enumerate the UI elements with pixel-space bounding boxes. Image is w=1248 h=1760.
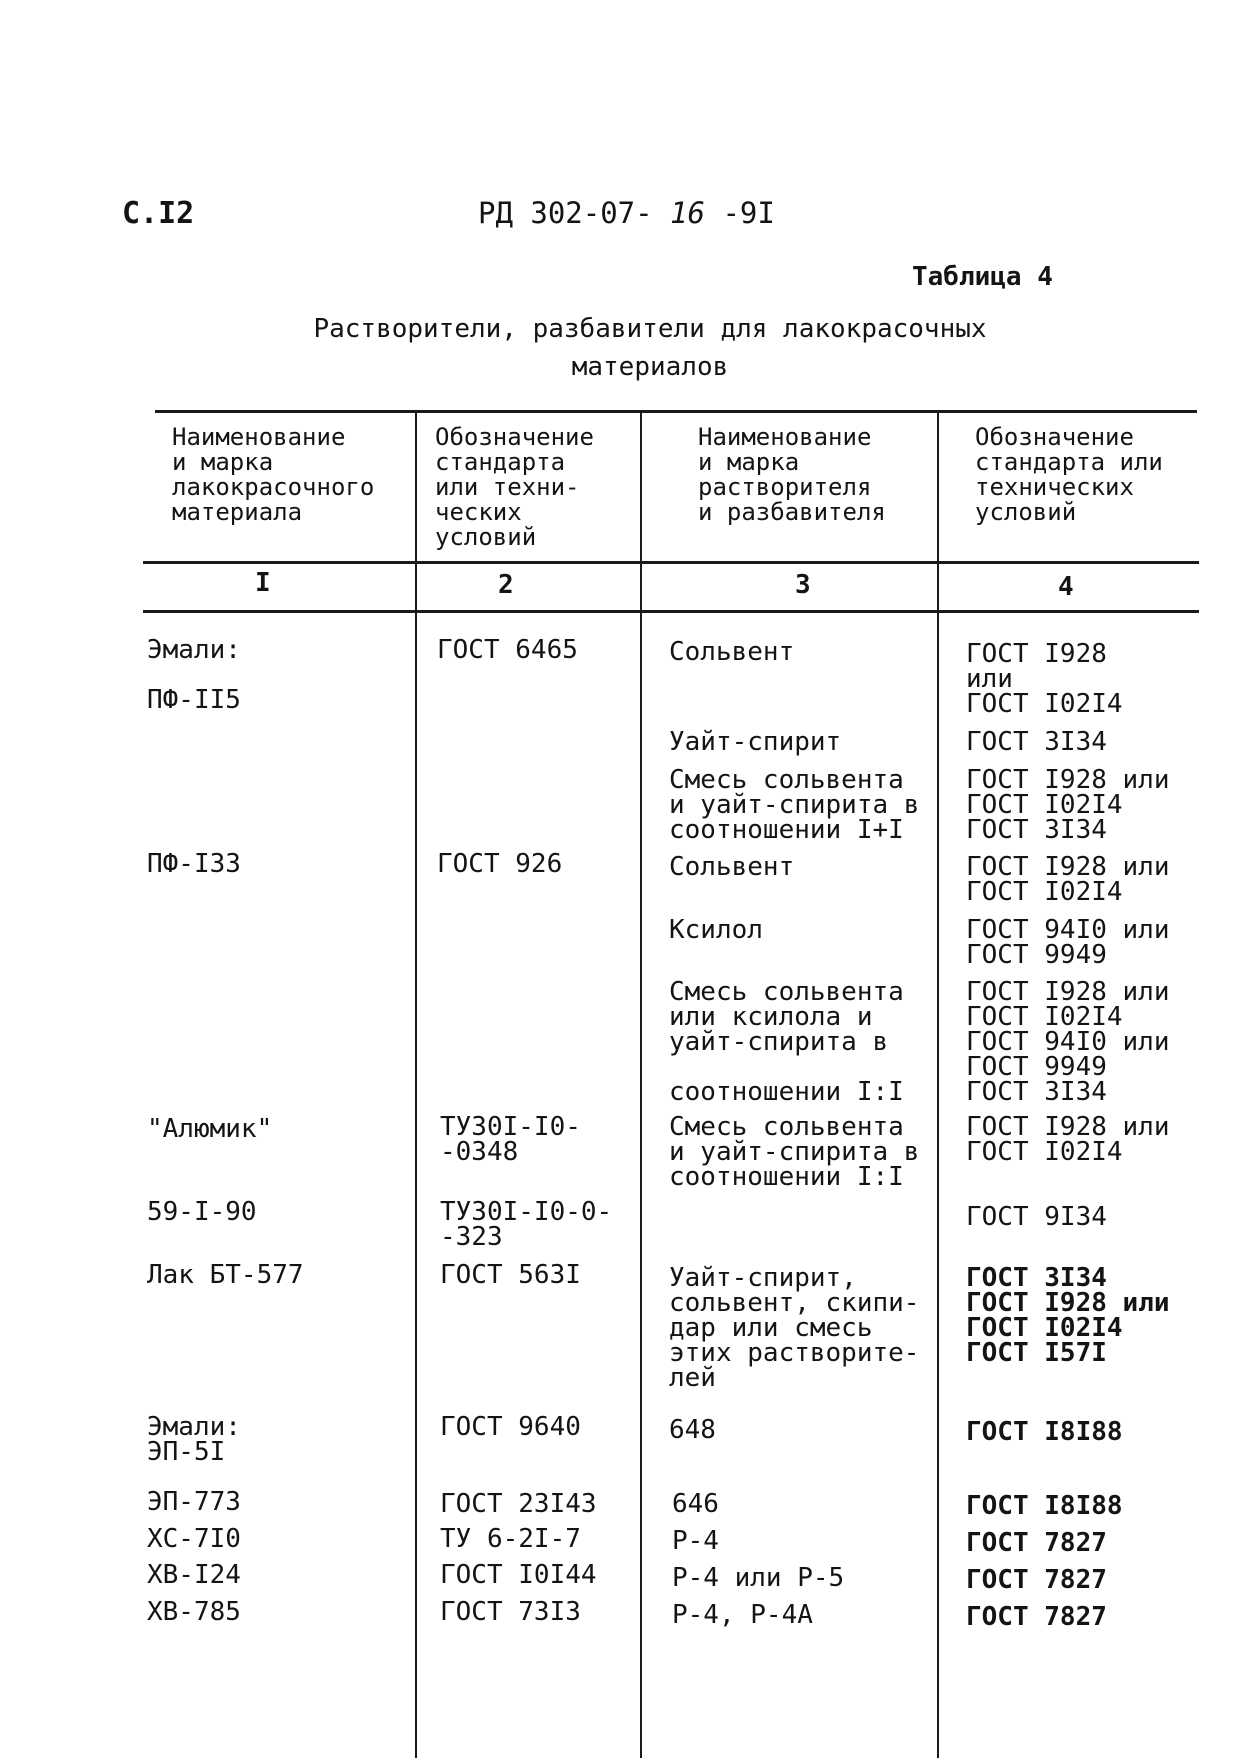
- table-row-cell-material: Лак БТ-577: [147, 1260, 304, 1290]
- column-number-1: I: [255, 568, 271, 598]
- table-row-cell-standard: ТУ30I-I0-0- -323: [440, 1197, 613, 1252]
- table-row-cell-solvent-standard: ГОСТ I928 или ГОСТ I02I4: [966, 1112, 1170, 1167]
- table-row-cell-standard: ГОСТ 73I3: [440, 1597, 581, 1627]
- document-code-prefix: РД 302-07-: [478, 196, 671, 230]
- table-row-cell-solvent: Уайт-спирит, сольвент, скипи- дар или смесь этих растворите- лей: [669, 1263, 920, 1393]
- table-row-cell-material: ЭП-773: [147, 1487, 241, 1517]
- table-row-cell-solvent-standard: ГОСТ I8I88: [966, 1417, 1123, 1447]
- table-row-cell-solvent-standard: ГОСТ 7827: [966, 1565, 1107, 1595]
- document-code-year: -9I: [704, 196, 775, 230]
- table-row-cell-solvent-standard: ГОСТ 7827: [966, 1528, 1107, 1558]
- table-row-cell-solvent-standard: ГОСТ I928 или ГОСТ I02I4 ГОСТ 94I0 или ГОСТ 9949 ГОСТ 3I34: [966, 977, 1170, 1107]
- table-row-cell-solvent: Смесь сольвента и уайт-спирита в соотношении I+I: [669, 765, 920, 845]
- table-row-cell-solvent: 646: [672, 1489, 719, 1519]
- table-row-cell-material: "Алюмик": [147, 1114, 273, 1144]
- table-row-cell-solvent-standard: ГОСТ I928 или ГОСТ I02I4: [966, 639, 1123, 719]
- header-bottom-rule: [143, 561, 1199, 564]
- page-number: C.I2: [122, 196, 195, 231]
- table-row-cell-solvent-standard: ГОСТ I928 или ГОСТ I02I4 ГОСТ 3I34: [966, 765, 1170, 845]
- table-row-cell-material: ХВ-I24: [147, 1560, 241, 1590]
- table-row-cell-standard: ГОСТ 563I: [440, 1260, 581, 1290]
- column-number-4: 4: [1058, 572, 1074, 602]
- table-row-cell-material: ПФ-II5: [147, 685, 241, 715]
- header-material-standard: Обозначение стандарта или техни- ческих условий: [435, 423, 594, 551]
- table-row-cell-solvent-standard: ГОСТ 3I34 ГОСТ I928 или ГОСТ I02I4 ГОСТ I57I: [966, 1263, 1170, 1368]
- header-material-name: Наименование и марка лакокрасочного материала: [172, 423, 375, 526]
- table-title: Растворители, разбавители для лакокрасочных материалов: [313, 314, 987, 382]
- table-row-cell-solvent-standard: ГОСТ 9I34: [966, 1202, 1107, 1232]
- table-row-cell-standard: ТУ30I-I0- -0348: [440, 1112, 581, 1167]
- table-row-cell-material: Эмали: ЭП-5I: [147, 1412, 241, 1467]
- table-row-cell-solvent-standard: ГОСТ I8I88: [966, 1491, 1123, 1521]
- table-row-cell-material: ХВ-785: [147, 1597, 241, 1627]
- table-row-cell-standard: ГОСТ 9640: [440, 1412, 581, 1442]
- table-row-cell-solvent: Смесь сольвента и уайт-спирита в соотношении I:I: [669, 1112, 920, 1192]
- table-row-cell-material: ХС-7I0: [147, 1524, 241, 1554]
- table-row-cell-solvent-standard: ГОСТ 94I0 или ГОСТ 9949: [966, 915, 1170, 970]
- table-row-cell-solvent: Ксилол: [669, 915, 763, 945]
- table-row-cell-solvent: Уайт-спирит: [669, 727, 842, 757]
- column-number-3: 3: [795, 570, 811, 600]
- document-code-handwritten: 16: [670, 196, 705, 230]
- table-row-cell-solvent: Сольвент: [669, 637, 795, 667]
- column-numbers-rule: [143, 610, 1199, 613]
- column-divider-3: [937, 410, 939, 1758]
- table-row-cell-material: ПФ-I33: [147, 849, 241, 879]
- table-row-cell-solvent-standard: ГОСТ 3I34: [966, 727, 1107, 757]
- document-code: [478, 196, 775, 230]
- table-row-cell-solvent: Сольвент: [669, 852, 795, 882]
- table-row-cell-standard: ГОСТ 23I43: [440, 1489, 597, 1519]
- table-row-cell-solvent: Р-4: [672, 1526, 719, 1556]
- table-row-cell-standard: ГОСТ 6465: [437, 635, 578, 665]
- header-solvent-standard: Обозначение стандарта или технических условий: [975, 423, 1163, 526]
- header-solvent-name: Наименование и марка растворителя и разбавителя: [698, 423, 886, 526]
- table-row-cell-standard: ГОСТ 926: [437, 849, 563, 879]
- table-row-cell-material: Эмали:: [147, 635, 241, 665]
- table-row-cell-standard: ГОСТ I0I44: [440, 1560, 597, 1590]
- table-row-cell-solvent: 648: [669, 1415, 716, 1445]
- table-row-cell-material: 59-I-90: [147, 1197, 257, 1227]
- table-row-cell-solvent-standard: ГОСТ 7827: [966, 1602, 1107, 1632]
- column-divider-2: [640, 410, 642, 1758]
- column-number-2: 2: [498, 570, 514, 600]
- table-row-cell-standard: ТУ 6-2I-7: [440, 1524, 581, 1554]
- table-top-rule: [155, 410, 1197, 413]
- table-label: Таблица 4: [912, 262, 1053, 292]
- table-row-cell-solvent: Р-4, Р-4А: [672, 1600, 813, 1630]
- column-divider-1: [415, 410, 417, 1758]
- table-row-cell-solvent: Смесь сольвента или ксилола и уайт-спирита в соотношении I:I: [669, 977, 904, 1107]
- table-row-cell-solvent-standard: ГОСТ I928 или ГОСТ I02I4: [966, 852, 1170, 907]
- table-row-cell-solvent: Р-4 или Р-5: [672, 1563, 845, 1593]
